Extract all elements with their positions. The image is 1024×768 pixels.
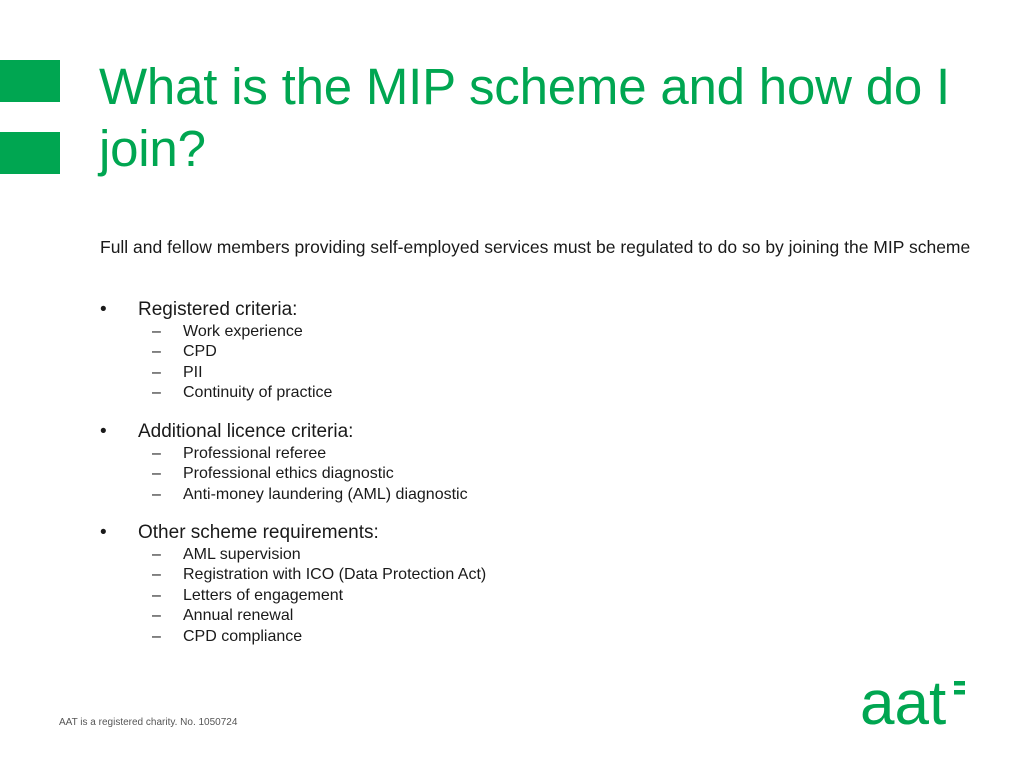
list-item — [100, 606, 800, 626]
dash-icon: – — [152, 445, 161, 462]
list-item — [100, 545, 800, 565]
list-item-text: AML supervision — [183, 546, 301, 563]
bullet-icon: • — [100, 299, 107, 320]
list-item-text: Annual renewal — [183, 607, 294, 625]
section-label: Additional licence criteria: — [138, 421, 354, 442]
dash-icon: – — [152, 607, 161, 625]
aat-logo-text: aat — [860, 672, 947, 730]
section-label: Registered criteria: — [138, 299, 298, 320]
aat-logo — [860, 672, 966, 730]
list-item-text: PII — [183, 363, 203, 381]
list-item-text: Anti-money laundering (AML) diagnostic — [183, 485, 468, 503]
footer-charity-notice: AAT is a registered charity. No. 1050724 — [59, 717, 238, 728]
list-item — [100, 586, 800, 606]
dash-icon: – — [152, 323, 161, 340]
logo-accent-line-bottom — [954, 690, 965, 695]
dash-icon: – — [152, 465, 161, 483]
sub-list — [100, 545, 800, 647]
list-item — [100, 565, 800, 585]
bullet-icon: • — [100, 522, 107, 543]
slide-title: What is the MIP scheme and how do I join? — [99, 58, 950, 177]
section-other-scheme-requirements — [100, 521, 800, 647]
green-accent-bar-bottom — [0, 132, 60, 174]
list-item — [100, 627, 800, 647]
dash-icon: – — [152, 485, 161, 503]
dash-icon: – — [152, 546, 161, 563]
list-item — [100, 342, 800, 362]
dash-icon: – — [152, 363, 161, 381]
list-item-text: Work experience — [183, 323, 303, 340]
sub-list — [100, 322, 800, 404]
section-heading — [100, 521, 800, 545]
list-item-text: Professional ethics diagnostic — [183, 465, 394, 483]
intro-text: Full and fellow members providing self-employed services must be regulated to do so by joining the MIP scheme — [100, 237, 971, 257]
section-label: Other scheme requirements: — [138, 522, 379, 543]
green-accent-bar-top — [0, 60, 60, 102]
dash-icon: – — [152, 586, 161, 604]
bullet-icon: • — [100, 421, 107, 442]
list-item-text: CPD compliance — [183, 627, 303, 645]
dash-icon: – — [152, 566, 161, 584]
list-item-text: Continuity of practice — [183, 384, 333, 402]
dash-icon: – — [152, 384, 161, 402]
list-item — [100, 322, 800, 342]
list-item — [100, 444, 800, 464]
section-additional-licence-criteria — [100, 420, 800, 505]
sub-list — [100, 444, 800, 505]
list-item — [100, 464, 800, 484]
list-item — [100, 383, 800, 403]
list-item-text: CPD — [183, 343, 217, 361]
list-item-text: Registration with ICO (Data Protection Act) — [183, 566, 487, 584]
list-item — [100, 363, 800, 383]
list-item-text: Letters of engagement — [183, 586, 344, 604]
section-heading — [100, 420, 800, 444]
logo-accent-line-top — [954, 681, 965, 686]
section-registered-criteria — [100, 298, 800, 404]
dash-icon: – — [152, 343, 161, 361]
list-item — [100, 485, 800, 505]
list-item-text: Professional referee — [183, 445, 327, 462]
dash-icon: – — [152, 627, 161, 645]
section-heading — [100, 298, 800, 322]
